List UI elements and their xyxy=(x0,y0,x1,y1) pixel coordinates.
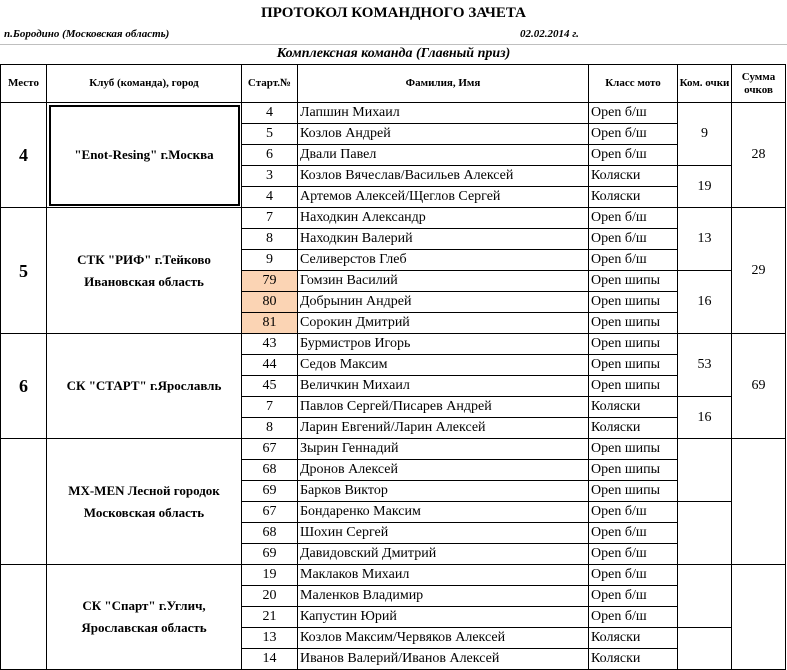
team-points[interactable]: 16 xyxy=(678,397,732,439)
sum-points[interactable] xyxy=(732,565,786,670)
moto-class[interactable]: Open б/ш xyxy=(589,145,678,166)
table-row xyxy=(1,565,786,586)
rider-name[interactable]: Давидовский Дмитрий xyxy=(298,544,589,565)
header-club[interactable]: Клуб (команда), город xyxy=(47,65,242,103)
moto-class[interactable]: Open шипы xyxy=(589,376,678,397)
moto-class[interactable]: Open б/ш xyxy=(589,523,678,544)
sum-points[interactable]: 29 xyxy=(732,208,786,334)
moto-class[interactable]: Open б/ш xyxy=(589,208,678,229)
moto-class[interactable]: Open б/ш xyxy=(589,586,678,607)
start-number[interactable]: 4 xyxy=(242,103,298,124)
header-team-points[interactable]: Ком. очки xyxy=(678,65,732,103)
rider-name[interactable]: Сорокин Дмитрий xyxy=(298,313,589,334)
start-number[interactable]: 67 xyxy=(242,502,298,523)
start-number[interactable]: 13 xyxy=(242,628,298,649)
start-number[interactable]: 8 xyxy=(242,229,298,250)
start-number[interactable]: 6 xyxy=(242,145,298,166)
moto-class[interactable]: Open шипы xyxy=(589,355,678,376)
team-club-cell[interactable]: "Enot-Resing" г.Москва xyxy=(47,103,242,208)
rider-name[interactable]: Ларин Евгений/Ларин Алексей xyxy=(298,418,589,439)
moto-class[interactable]: Open шипы xyxy=(589,313,678,334)
moto-class[interactable]: Open шипы xyxy=(589,439,678,460)
start-number[interactable]: 67 xyxy=(242,439,298,460)
moto-class[interactable]: Open шипы xyxy=(589,460,678,481)
table-row xyxy=(1,208,786,229)
start-number[interactable]: 45 xyxy=(242,376,298,397)
team-club-cell[interactable]: СТК "РИФ" г.Тейково Ивановская область xyxy=(47,208,242,334)
moto-class[interactable]: Open шипы xyxy=(589,271,678,292)
team-points[interactable]: 9 xyxy=(678,103,732,166)
rider-name[interactable]: Козлов Андрей xyxy=(298,124,589,145)
start-number[interactable]: 19 xyxy=(242,565,298,586)
start-number[interactable]: 21 xyxy=(242,607,298,628)
rider-name[interactable]: Селиверстов Глеб xyxy=(298,250,589,271)
rider-name[interactable]: Маленков Владимир xyxy=(298,586,589,607)
rider-name[interactable]: Иванов Валерий/Иванов Алексей xyxy=(298,649,589,670)
moto-class[interactable]: Open б/ш xyxy=(589,124,678,145)
moto-class[interactable]: Open б/ш xyxy=(589,565,678,586)
header-sum-points[interactable]: Сумма очков xyxy=(732,65,786,103)
start-number[interactable]: 43 xyxy=(242,334,298,355)
start-number[interactable]: 68 xyxy=(242,460,298,481)
start-number[interactable]: 14 xyxy=(242,649,298,670)
rider-name[interactable]: Козлов Вячеслав/Васильев Алексей xyxy=(298,166,589,187)
start-number[interactable]: 81 xyxy=(242,313,298,334)
rider-name[interactable]: Барков Виктор xyxy=(298,481,589,502)
team-place[interactable] xyxy=(1,439,47,565)
start-number[interactable]: 3 xyxy=(242,166,298,187)
rider-name[interactable]: Находкин Валерий xyxy=(298,229,589,250)
moto-class[interactable]: Open б/ш xyxy=(589,607,678,628)
team-points[interactable] xyxy=(678,439,732,502)
rider-name[interactable]: Величкин Михаил xyxy=(298,376,589,397)
team-club-cell[interactable]: СК "Спарт" г.Углич, Ярославская область xyxy=(47,565,242,670)
team-club-cell[interactable]: MX-MEN Лесной городок Московская область xyxy=(47,439,242,565)
rider-name[interactable]: Козлов Максим/Червяков Алексей xyxy=(298,628,589,649)
team-points[interactable]: 16 xyxy=(678,271,732,334)
moto-class[interactable]: Коляски xyxy=(589,418,678,439)
team-club-cell[interactable]: СК "СТАРТ" г.Ярославль xyxy=(47,334,242,439)
rider-name[interactable]: Маклаков Михаил xyxy=(298,565,589,586)
rider-name[interactable]: Двали Павел xyxy=(298,145,589,166)
start-number[interactable]: 80 xyxy=(242,292,298,313)
header-class[interactable]: Класс мото xyxy=(589,65,678,103)
header-place[interactable]: Место xyxy=(1,65,47,103)
moto-class[interactable]: Open б/ш xyxy=(589,229,678,250)
moto-class[interactable]: Open шипы xyxy=(589,292,678,313)
team-points[interactable] xyxy=(678,565,732,628)
moto-class[interactable]: Коляски xyxy=(589,628,678,649)
team-points[interactable]: 19 xyxy=(678,166,732,208)
moto-class[interactable]: Open шипы xyxy=(589,334,678,355)
team-place[interactable]: 6 xyxy=(1,334,47,439)
start-number[interactable]: 7 xyxy=(242,397,298,418)
moto-class[interactable]: Коляски xyxy=(589,187,678,208)
rider-name[interactable]: Лапшин Михаил xyxy=(298,103,589,124)
rider-name[interactable]: Бондаренко Максим xyxy=(298,502,589,523)
start-number[interactable]: 79 xyxy=(242,271,298,292)
moto-class[interactable]: Open б/ш xyxy=(589,502,678,523)
date-text: 02.02.2014 г. xyxy=(520,28,579,40)
moto-class[interactable]: Коляски xyxy=(589,166,678,187)
rider-name[interactable]: Дронов Алексей xyxy=(298,460,589,481)
start-number[interactable]: 68 xyxy=(242,523,298,544)
start-number[interactable]: 69 xyxy=(242,481,298,502)
start-number[interactable]: 7 xyxy=(242,208,298,229)
rider-name[interactable]: Шохин Сергей xyxy=(298,523,589,544)
team-points[interactable]: 13 xyxy=(678,208,732,271)
team-points[interactable]: 53 xyxy=(678,334,732,397)
team-place[interactable] xyxy=(1,565,47,670)
sum-points[interactable]: 28 xyxy=(732,103,786,208)
team-points[interactable] xyxy=(678,502,732,565)
moto-class[interactable]: Коляски xyxy=(589,397,678,418)
start-number[interactable]: 4 xyxy=(242,187,298,208)
rider-name[interactable]: Капустин Юрий xyxy=(298,607,589,628)
team-place[interactable]: 5 xyxy=(1,208,47,334)
start-number[interactable]: 44 xyxy=(242,355,298,376)
sum-points[interactable]: 69 xyxy=(732,334,786,439)
start-number[interactable]: 20 xyxy=(242,586,298,607)
location-text: п.Бородино (Московская область) xyxy=(4,28,170,40)
location-line xyxy=(0,26,787,45)
team-points[interactable] xyxy=(678,628,732,670)
moto-class[interactable]: Open шипы xyxy=(589,481,678,502)
table-row xyxy=(1,103,786,124)
start-number[interactable]: 8 xyxy=(242,418,298,439)
header-name[interactable]: Фамилия, Имя xyxy=(298,65,589,103)
moto-class[interactable]: Коляски xyxy=(589,649,678,670)
rider-name[interactable]: Артемов Алексей/Щеглов Сергей xyxy=(298,187,589,208)
rider-name[interactable]: Добрынин Андрей xyxy=(298,292,589,313)
rider-name[interactable]: Находкин Александр xyxy=(298,208,589,229)
rider-name[interactable]: Зырин Геннадий xyxy=(298,439,589,460)
sum-points[interactable] xyxy=(732,439,786,565)
table-row xyxy=(1,334,786,355)
team-place[interactable]: 4 xyxy=(1,103,47,208)
start-number[interactable]: 9 xyxy=(242,250,298,271)
moto-class[interactable]: Open б/ш xyxy=(589,250,678,271)
rider-name[interactable]: Седов Максим xyxy=(298,355,589,376)
table-row xyxy=(1,439,786,460)
rider-name[interactable]: Бурмистров Игорь xyxy=(298,334,589,355)
moto-class[interactable]: Open б/ш xyxy=(589,544,678,565)
page-title: ПРОТОКОЛ КОМАНДНОГО ЗАЧЕТА xyxy=(261,5,526,21)
rider-name[interactable]: Павлов Сергей/Писарев Андрей xyxy=(298,397,589,418)
header-start[interactable]: Старт.№ xyxy=(242,65,298,103)
start-number[interactable]: 5 xyxy=(242,124,298,145)
start-number[interactable]: 69 xyxy=(242,544,298,565)
moto-class[interactable]: Open б/ш xyxy=(589,103,678,124)
results-table xyxy=(0,64,786,670)
subtitle: Комплексная команда (Главный приз) xyxy=(276,46,511,61)
rider-name[interactable]: Гомзин Василий xyxy=(298,271,589,292)
